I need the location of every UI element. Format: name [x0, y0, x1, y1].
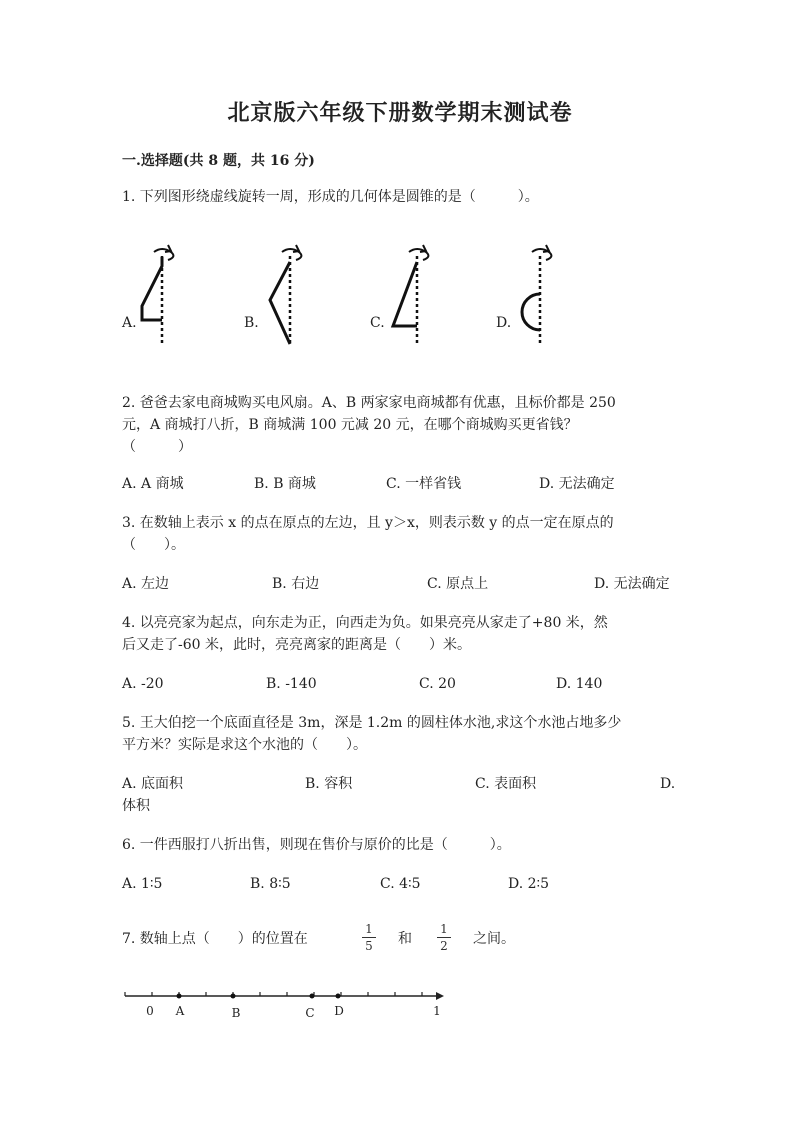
q1-option-b[interactable]: B.: [244, 315, 259, 331]
numberline-label-b: B: [231, 1006, 241, 1020]
q3-option-a[interactable]: A. 左边: [122, 576, 170, 592]
question-4-stem-line-2: 后又走了-60 米，此时，亮亮离家的距离是（ ）米。: [122, 637, 471, 653]
q4-option-b[interactable]: B. -140: [266, 676, 317, 692]
point-d-dot: [336, 994, 341, 999]
q2-option-b[interactable]: B. B 商城: [254, 476, 316, 492]
question-7-stem-part-1: 7. 数轴上点（ ）的位置在: [122, 931, 308, 947]
point-b-dot: [231, 994, 236, 999]
question-6-stem: 6. 一件西服打八折出售，则现在售价与原价的比是（ ）。: [122, 837, 511, 853]
q5-option-b[interactable]: B. 容积: [305, 776, 353, 792]
q3-option-d[interactable]: D. 无法确定: [594, 576, 670, 592]
q2-option-c[interactable]: C. 一样省钱: [386, 476, 462, 492]
page-title: 北京版六年级下册数学期末测试卷: [227, 100, 573, 126]
q5-option-c[interactable]: C. 表面积: [475, 776, 537, 792]
numberline-label-c: C: [305, 1006, 315, 1020]
q6-option-c[interactable]: C. 4∶5: [380, 876, 421, 892]
q2-option-a[interactable]: A. A 商城: [122, 476, 184, 492]
fraction-denominator: 5: [365, 939, 373, 953]
question-3-stem-line-1: 3. 在数轴上表示 x 的点在原点的左边，且 y＞x，则表示数 y 的点一定在原点的: [122, 515, 614, 531]
q1-option-d[interactable]: D.: [496, 315, 512, 331]
q6-option-d[interactable]: D. 2∶5: [508, 876, 550, 892]
q5-option-d[interactable]: D.: [660, 776, 676, 792]
question-2-stem-line-3: （ ）: [122, 439, 192, 455]
question-5-stem-line-2: 平方米？实际是求这个水池的（ ）。: [122, 737, 367, 753]
q4-option-a[interactable]: A. -20: [122, 676, 164, 692]
fraction-denominator: 2: [440, 939, 448, 953]
numberline-label-d: D: [334, 1004, 344, 1018]
numberline-label-0: 0: [146, 1004, 154, 1018]
point-a-dot: [177, 994, 182, 999]
fraction-numerator: 1: [440, 922, 448, 936]
question-2-stem-line-2: 元，A 商城打八折，B 商城满 100 元减 20 元，在哪个商城购买更省钱？: [122, 417, 578, 433]
q4-option-d[interactable]: D. 140: [556, 676, 603, 692]
q5-option-d-text: 体积: [122, 798, 150, 814]
numberline-label-a: A: [175, 1004, 185, 1018]
question-2-stem-line-1: 2. 爸爸去家电商城购买电风扇。A、B 两家家电商城都有优惠，且标价都是 250: [122, 395, 616, 411]
question-5-stem-line-1: 5. 王大伯挖一个底面直径是 3m，深是 1.2m 的圆柱体水池,求这个水池占地多少: [122, 715, 622, 731]
fraction-numerator: 1: [365, 922, 373, 936]
question-7-stem-part-3: 之间。: [473, 931, 515, 947]
q2-option-d[interactable]: D. 无法确定: [539, 476, 615, 492]
q5-option-a[interactable]: A. 底面积: [122, 776, 184, 792]
q1-option-a[interactable]: A.: [122, 315, 137, 331]
q6-option-a[interactable]: A. 1∶5: [122, 876, 163, 892]
section-heading: 一.选择题(共 8 题，共 16 分): [122, 153, 315, 169]
question-4-stem-line-1: 4. 以亮亮家为起点，向东走为正，向西走为负。如果亮亮从家走了+80 米，然: [122, 615, 608, 631]
q6-option-b[interactable]: B. 8∶5: [250, 876, 291, 892]
q1-option-c[interactable]: C.: [370, 315, 385, 331]
question-7-stem-part-2: 和: [398, 931, 412, 947]
q3-option-c[interactable]: C. 原点上: [427, 576, 489, 592]
q4-option-c[interactable]: C. 20: [419, 676, 456, 692]
point-c-dot: [310, 994, 315, 999]
question-1-stem: 1. 下列图形绕虚线旋转一周，形成的几何体是圆锥的是（ ）。: [122, 189, 539, 205]
numberline-label-1: 1: [433, 1004, 441, 1018]
q3-option-b[interactable]: B. 右边: [272, 576, 320, 592]
question-3-stem-line-2: （ ）。: [122, 537, 185, 553]
